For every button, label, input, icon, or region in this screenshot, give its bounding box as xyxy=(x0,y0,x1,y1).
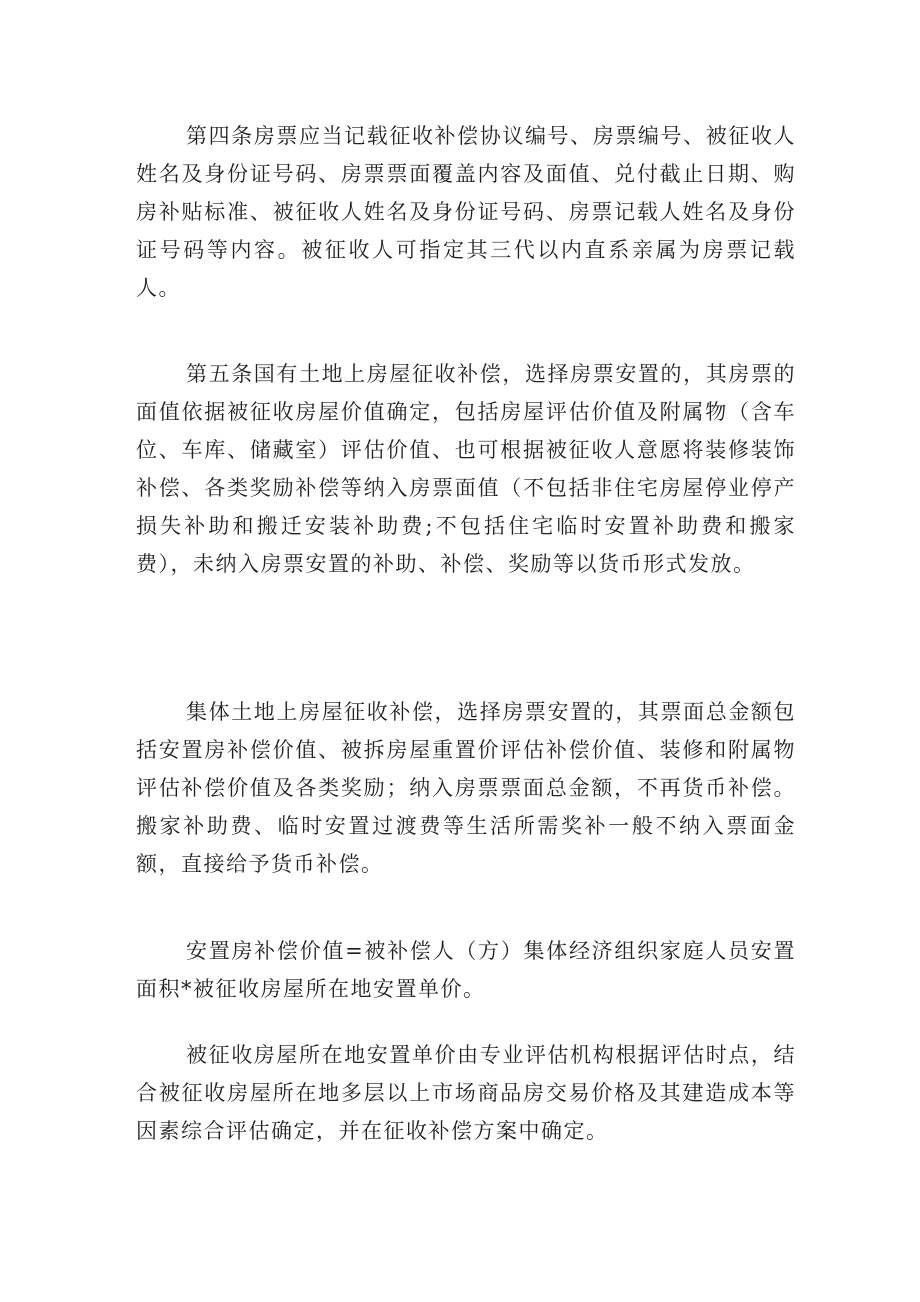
paragraph-article-4: 第四条房票应当记载征收补偿协议编号、房票编号、被征收人姓名及身份证号码、房票票面覆盖内容及面值、兑付截止日期、购房补贴标准、被征收人姓名及身份证号码、房票记载人姓名及身份证号码等内容。被征收人可指定其三代以内直系亲属为房票记载人。 xyxy=(136,124,796,300)
paragraph-article-5: 第五条国有土地上房屋征收补偿，选择房票安置的，其房票的面值依据被征收房屋价值确定，包括房屋评估价值及附属物（含车位、车库、储藏室）评估价值、也可根据被征收人意愿将装修装饰补偿、各类奖励补偿等纳入房票面值（不包括非住宅房屋停业停产损失补助和搬迁安装补助费;不包括住宅临时安置补助费和搬家费），未纳入房票安置的补助、补偿、奖励等以货币形式发放。 xyxy=(136,362,796,576)
paragraph-collective-land: 集体土地上房屋征收补偿，选择房票安置的，其票面总金额包括安置房补偿价值、被拆房屋重置价评估补偿价值、装修和附属物评估补偿价值及各类奖励；纳入房票票面总金额，不再货币补偿。搬家补助费、临时安置过渡费等生活所需奖补一般不纳入票面金额，直接给予货币补偿。 xyxy=(136,700,796,876)
paragraph-formula: 安置房补偿价值=被补偿人（方）集体经济组织家庭人员安置面积*被征收房屋所在地安置单价。 xyxy=(136,939,796,1001)
paragraph-unit-price: 被征收房屋所在地安置单价由专业评估机构根据评估时点，结合被征收房屋所在地多层以上市场商品房交易价格及其建造成本等因素综合评估确定，并在征收补偿方案中确定。 xyxy=(136,1043,796,1143)
